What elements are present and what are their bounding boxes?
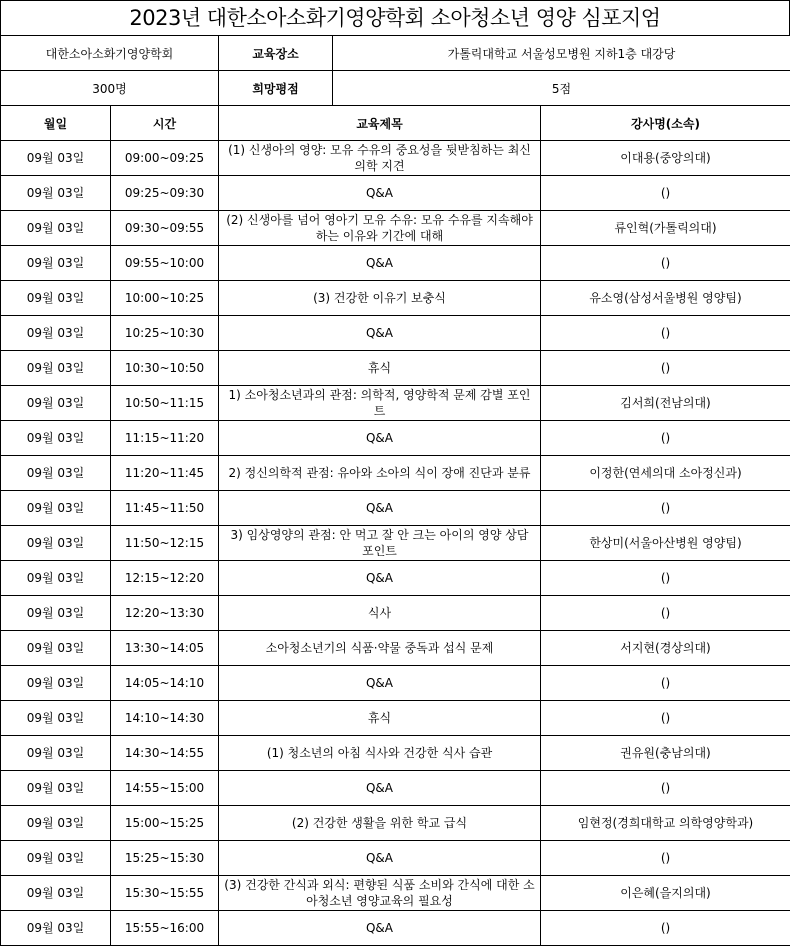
table-row bbox=[1, 316, 790, 351]
capacity: 300명 bbox=[1, 71, 219, 106]
table-row bbox=[1, 806, 790, 841]
cell-time: 14:10~14:30 bbox=[111, 701, 219, 736]
cell-subject: 소아청소년기의 식품·약물 중독과 섭식 문제 bbox=[219, 631, 541, 666]
cell-date: 09월 03일 bbox=[1, 351, 111, 386]
score: 5점 bbox=[333, 71, 790, 106]
cell-subject: Q&A bbox=[219, 491, 541, 526]
table-row bbox=[1, 736, 790, 771]
cell-date: 09월 03일 bbox=[1, 771, 111, 806]
cell-lecturer: () bbox=[541, 701, 790, 736]
cell-date: 09월 03일 bbox=[1, 631, 111, 666]
cell-date: 09월 03일 bbox=[1, 456, 111, 491]
cell-time: 15:00~15:25 bbox=[111, 806, 219, 841]
cell-subject: Q&A bbox=[219, 246, 541, 281]
cell-lecturer: () bbox=[541, 841, 790, 876]
cell-date: 09월 03일 bbox=[1, 701, 111, 736]
score-label: 희망평점 bbox=[219, 71, 333, 106]
cell-lecturer: 류인혁(가톨릭의대) bbox=[541, 211, 790, 246]
info-table bbox=[0, 35, 790, 106]
cell-date: 09월 03일 bbox=[1, 526, 111, 561]
cell-date: 09월 03일 bbox=[1, 281, 111, 316]
cell-subject: Q&A bbox=[219, 911, 541, 946]
info-row-venue bbox=[1, 36, 790, 71]
cell-time: 15:55~16:00 bbox=[111, 911, 219, 946]
cell-lecturer: 이은혜(을지의대) bbox=[541, 876, 790, 911]
cell-subject: Q&A bbox=[219, 666, 541, 701]
cell-lecturer: 김서희(전남의대) bbox=[541, 386, 790, 421]
table-row bbox=[1, 351, 790, 386]
schedule-body bbox=[1, 141, 790, 946]
cell-lecturer: 유소영(삼성서울병원 영양팀) bbox=[541, 281, 790, 316]
table-row bbox=[1, 176, 790, 211]
cell-lecturer: () bbox=[541, 771, 790, 806]
cell-subject: (1) 청소년의 아침 식사와 건강한 식사 습관 bbox=[219, 736, 541, 771]
table-row bbox=[1, 141, 790, 176]
cell-time: 14:30~14:55 bbox=[111, 736, 219, 771]
cell-lecturer: 한상미(서울아산병원 영양팀) bbox=[541, 526, 790, 561]
cell-lecturer: () bbox=[541, 176, 790, 211]
cell-time: 10:25~10:30 bbox=[111, 316, 219, 351]
cell-subject: Q&A bbox=[219, 841, 541, 876]
cell-date: 09월 03일 bbox=[1, 421, 111, 456]
cell-subject: (3) 건강한 간식과 외식: 편향된 식품 소비와 간식에 대한 소아청소년 영양교육의 필요성 bbox=[219, 876, 541, 911]
cell-subject: (2) 건강한 생활을 위한 학교 급식 bbox=[219, 806, 541, 841]
cell-lecturer: () bbox=[541, 421, 790, 456]
table-row bbox=[1, 456, 790, 491]
header-subject: 교육제목 bbox=[219, 106, 541, 141]
header-lecturer: 강사명(소속) bbox=[541, 106, 790, 141]
table-row bbox=[1, 561, 790, 596]
cell-subject: Q&A bbox=[219, 771, 541, 806]
cell-time: 09:30~09:55 bbox=[111, 211, 219, 246]
info-row-score bbox=[1, 71, 790, 106]
table-row bbox=[1, 666, 790, 701]
cell-lecturer: () bbox=[541, 596, 790, 631]
cell-lecturer: () bbox=[541, 911, 790, 946]
cell-date: 09월 03일 bbox=[1, 561, 111, 596]
cell-time: 09:55~10:00 bbox=[111, 246, 219, 281]
cell-date: 09월 03일 bbox=[1, 246, 111, 281]
page-title: 2023년 대한소아소화기영양학회 소아청소년 영양 심포지엄 bbox=[0, 0, 790, 35]
cell-subject: Q&A bbox=[219, 176, 541, 211]
cell-subject: 2) 정신의학적 관점: 유아와 소아의 식이 장애 진단과 분류 bbox=[219, 456, 541, 491]
cell-lecturer: () bbox=[541, 491, 790, 526]
table-row bbox=[1, 281, 790, 316]
cell-date: 09월 03일 bbox=[1, 316, 111, 351]
cell-time: 15:25~15:30 bbox=[111, 841, 219, 876]
cell-time: 09:25~09:30 bbox=[111, 176, 219, 211]
cell-lecturer: () bbox=[541, 351, 790, 386]
cell-subject: 1) 소아청소년과의 관점: 의학적, 영양학적 문제 감별 포인트 bbox=[219, 386, 541, 421]
cell-subject: (3) 건강한 이유기 보충식 bbox=[219, 281, 541, 316]
cell-lecturer: 임현정(경희대학교 의학영양학과) bbox=[541, 806, 790, 841]
table-row bbox=[1, 841, 790, 876]
table-row bbox=[1, 911, 790, 946]
cell-time: 11:15~11:20 bbox=[111, 421, 219, 456]
table-row bbox=[1, 771, 790, 806]
table-row bbox=[1, 386, 790, 421]
cell-time: 10:00~10:25 bbox=[111, 281, 219, 316]
cell-lecturer: 서지현(경상의대) bbox=[541, 631, 790, 666]
cell-date: 09월 03일 bbox=[1, 176, 111, 211]
cell-time: 14:55~15:00 bbox=[111, 771, 219, 806]
cell-lecturer: 이정한(연세의대 소아정신과) bbox=[541, 456, 790, 491]
cell-lecturer: () bbox=[541, 666, 790, 701]
cell-date: 09월 03일 bbox=[1, 806, 111, 841]
table-row bbox=[1, 596, 790, 631]
table-row bbox=[1, 631, 790, 666]
cell-subject: 휴식 bbox=[219, 701, 541, 736]
schedule-table bbox=[0, 105, 790, 946]
table-row bbox=[1, 211, 790, 246]
cell-lecturer: () bbox=[541, 561, 790, 596]
cell-date: 09월 03일 bbox=[1, 666, 111, 701]
cell-time: 11:20~11:45 bbox=[111, 456, 219, 491]
cell-subject: 식사 bbox=[219, 596, 541, 631]
cell-subject: 휴식 bbox=[219, 351, 541, 386]
table-row bbox=[1, 246, 790, 281]
schedule-header-row bbox=[1, 106, 790, 141]
cell-date: 09월 03일 bbox=[1, 876, 111, 911]
cell-date: 09월 03일 bbox=[1, 596, 111, 631]
table-row bbox=[1, 701, 790, 736]
cell-date: 09월 03일 bbox=[1, 841, 111, 876]
cell-time: 10:30~10:50 bbox=[111, 351, 219, 386]
cell-time: 12:20~13:30 bbox=[111, 596, 219, 631]
cell-lecturer: 권유원(충남의대) bbox=[541, 736, 790, 771]
cell-subject: Q&A bbox=[219, 421, 541, 456]
cell-date: 09월 03일 bbox=[1, 386, 111, 421]
cell-subject: 3) 임상영양의 관점: 안 먹고 잘 안 크는 아이의 영양 상담 포인트 bbox=[219, 526, 541, 561]
cell-lecturer: () bbox=[541, 316, 790, 351]
cell-time: 10:50~11:15 bbox=[111, 386, 219, 421]
cell-date: 09월 03일 bbox=[1, 736, 111, 771]
cell-time: 14:05~14:10 bbox=[111, 666, 219, 701]
cell-subject: Q&A bbox=[219, 316, 541, 351]
cell-date: 09월 03일 bbox=[1, 911, 111, 946]
cell-lecturer: () bbox=[541, 246, 790, 281]
table-row bbox=[1, 526, 790, 561]
table-row bbox=[1, 876, 790, 911]
cell-date: 09월 03일 bbox=[1, 211, 111, 246]
venue-label: 교육장소 bbox=[219, 36, 333, 71]
table-row bbox=[1, 421, 790, 456]
cell-date: 09월 03일 bbox=[1, 141, 111, 176]
cell-time: 11:45~11:50 bbox=[111, 491, 219, 526]
cell-time: 11:50~12:15 bbox=[111, 526, 219, 561]
cell-time: 12:15~12:20 bbox=[111, 561, 219, 596]
cell-time: 13:30~14:05 bbox=[111, 631, 219, 666]
cell-time: 09:00~09:25 bbox=[111, 141, 219, 176]
header-time: 시간 bbox=[111, 106, 219, 141]
table-row bbox=[1, 491, 790, 526]
cell-subject: (1) 신생아의 영양: 모유 수유의 중요성을 뒷받침하는 최신 의학 지견 bbox=[219, 141, 541, 176]
cell-date: 09월 03일 bbox=[1, 491, 111, 526]
header-date: 월일 bbox=[1, 106, 111, 141]
cell-subject: (2) 신생아를 넘어 영아기 모유 수유: 모유 수유를 지속해야 하는 이유와 기간에 대해 bbox=[219, 211, 541, 246]
cell-lecturer: 이대용(중앙의대) bbox=[541, 141, 790, 176]
organizer: 대한소아소화기영양학회 bbox=[1, 36, 219, 71]
venue: 가톨릭대학교 서울성모병원 지하1층 대강당 bbox=[333, 36, 790, 71]
cell-time: 15:30~15:55 bbox=[111, 876, 219, 911]
cell-subject: Q&A bbox=[219, 561, 541, 596]
